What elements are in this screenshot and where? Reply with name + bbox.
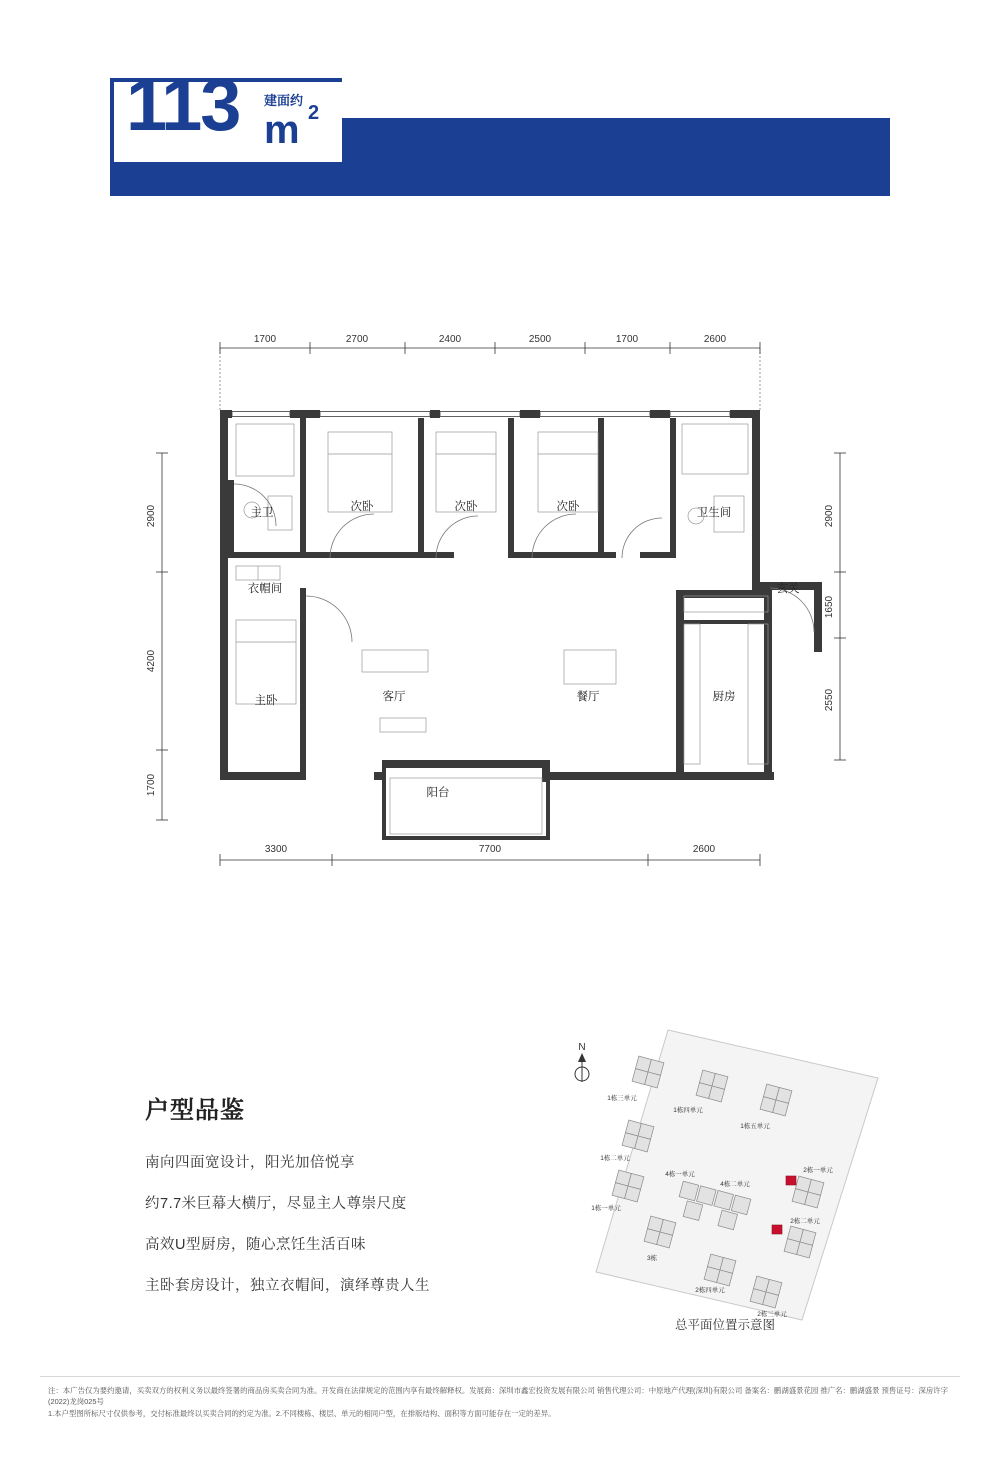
layout-type-label: 四房两厅两卫	[260, 31, 392, 54]
features-title: 户型品鉴	[145, 1097, 245, 1124]
dim-left-0: 2900	[146, 504, 157, 528]
room-label-bedroom-2: 次卧	[350, 501, 374, 513]
room-label-walk-in-closet: 衣帽间	[247, 583, 283, 595]
unit-code-label: 2栋一/二/单元 01户型	[838, 32, 978, 48]
dim-bottom-2: 2600	[692, 844, 716, 855]
dim-bottom-0: 3300	[264, 844, 288, 855]
room-label-master-bath: 主卫	[250, 507, 274, 519]
features-block	[145, 1090, 545, 1315]
dim-left-2: 1700	[146, 773, 157, 797]
site-label-9: 3栋	[646, 1255, 658, 1262]
site-label-1: 1栋四单元	[673, 1107, 703, 1114]
dim-top-2: 2400	[438, 334, 462, 345]
floor-plan	[140, 320, 880, 900]
area-unit-label: m	[264, 108, 300, 152]
site-label-2: 1栋五单元	[740, 1123, 770, 1130]
area-prefix-label: 建面约	[264, 93, 304, 108]
room-label-foyer: 玄关	[776, 583, 800, 595]
dim-bottom-1: 7700	[478, 844, 502, 855]
dim-right-0: 2900	[824, 504, 835, 528]
footer-divider	[40, 1376, 960, 1377]
site-plan-caption: 总平面位置示意图	[674, 1318, 775, 1332]
feature-item-1: 约7.7米巨幕大横厅，尽显主人尊崇尺度	[145, 1196, 407, 1212]
room-label-dining-room: 餐厅	[576, 691, 600, 703]
room-label-bedroom-4: 次卧	[556, 501, 580, 513]
site-label-4: 1栋一单元	[591, 1205, 621, 1212]
site-label-11: 2栋三单元	[757, 1311, 787, 1318]
feature-item-0: 南向四面宽设计，阳光加倍悦享	[145, 1155, 355, 1171]
footer-line-2: 1.本户型图所标尺寸仅供参考，交付标准最终以买卖合同的约定为准。2.不同楼栋、楼层、单元的相同户型，在排版结构、面积等方面可能存在一定的差异。	[48, 1408, 556, 1418]
site-label-10: 2栋四单元	[695, 1287, 725, 1294]
dim-top-4: 1700	[615, 334, 639, 345]
site-label-6: 4栋二单元	[720, 1181, 750, 1188]
site-label-5: 4栋一单元	[665, 1171, 695, 1178]
site-label-3: 1栋二单元	[600, 1155, 630, 1162]
room-label-kitchen: 厨房	[712, 691, 736, 703]
area-badge	[110, 63, 342, 166]
area-number: 113	[126, 63, 240, 146]
room-label-bedroom-3: 次卧	[454, 501, 478, 513]
room-label-master-bedroom: 主卧	[254, 695, 278, 707]
dim-top-0: 1700	[253, 334, 277, 345]
room-label-balcony: 阳台	[426, 787, 450, 799]
site-label-7: 2栋一单元	[803, 1167, 833, 1174]
room-label-bathroom: 卫生间	[696, 507, 732, 519]
feature-item-2: 高效U型厨房，随心烹饪生活百味	[145, 1237, 366, 1253]
north-arrow-icon	[575, 1042, 589, 1082]
dim-top-5: 2600	[703, 334, 727, 345]
dim-top-1: 2700	[345, 334, 369, 345]
site-label-0: 1栋三单元	[607, 1095, 637, 1102]
footer-disclaimer	[48, 1385, 958, 1419]
dim-right-1: 1650	[824, 595, 835, 619]
dim-right-2: 2550	[824, 688, 835, 712]
dim-left-1: 4200	[146, 649, 157, 673]
site-label-8: 2栋二单元	[790, 1218, 820, 1225]
room-label-living-room: 客厅	[382, 691, 406, 703]
footer-line-1: 注：本广告仅为要约邀请，买卖双方的权利义务以最终签署的商品房买卖合同为准。开发商在法律规定的范围内享有最终解释权。发展商：深圳市鑫宏投资发展有限公司 销售代理公司：中原地产代理(深圳)有限公司 备案名：鹏湖盛景花园 推广名：鹏湖盛景 预售证号：深房许字(2022)龙岗025号	[48, 1386, 949, 1407]
area-unit-superscript: 2	[308, 102, 320, 124]
site-plan-diagram	[560, 1020, 890, 1340]
north-label: N	[578, 1042, 586, 1053]
dim-top-3: 2500	[528, 334, 552, 345]
feature-item-3: 主卧套房设计，独立衣帽间，演绎尊贵人生	[145, 1278, 430, 1294]
